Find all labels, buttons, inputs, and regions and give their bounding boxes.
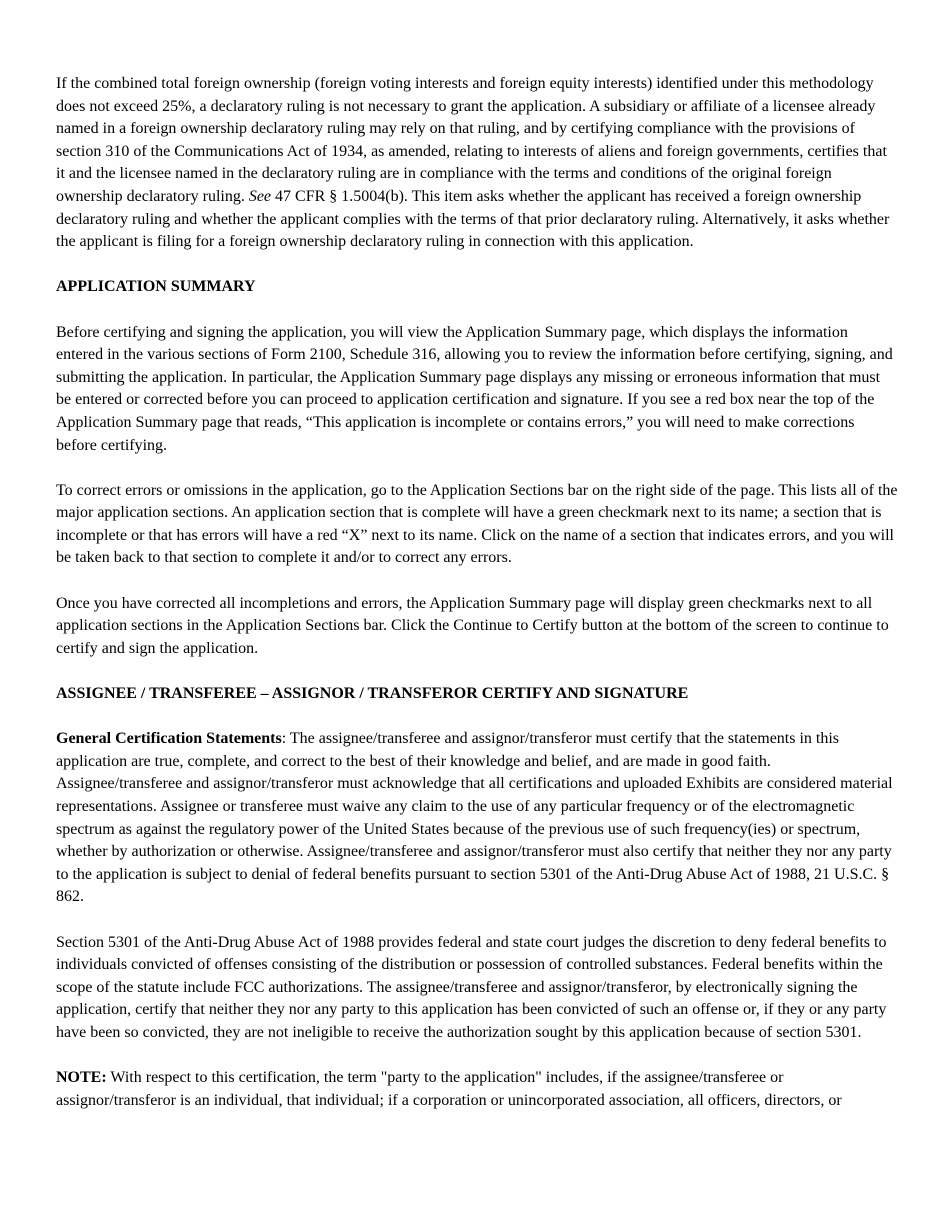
general-certification-lead: General Certification Statements [56, 730, 282, 748]
heading-certify-and-signature: ASSIGNEE / TRANSFEREE – ASSIGNOR / TRANSFEROR CERTIFY AND SIGNATURE [56, 685, 689, 703]
paragraph-text: : The assignee/transferee and assignor/transferor must certify that the statements in this application are true, complete, and correct to the best of their knowledge and belief, and are made in good faith. Assignee/transferee and assignor/transferor must acknowledge that all certifications and uploaded Exhibits are considered material representations. Assignee or transferee must waive any claim to the use of any particular frequency or of the electromagnetic spectrum as against the regulatory power of the United States because of the previous use of such frequency(ies) or spectrum, whether by authorization or otherwise. Assignee/transferee and assignor/transferor must also certify that neither they nor any party to the application is subject to denial of federal benefits pursuant to section 5301 of the Anti-Drug Abuse Act of 1988, 21 U.S.C. § 862. [56, 730, 893, 906]
paragraph-note [56, 1067, 898, 1112]
paragraph-general-certification [56, 728, 898, 909]
heading-application-summary: APPLICATION SUMMARY [56, 278, 256, 296]
paragraph-correct-errors: To correct errors or omissions in the application, go to the Application Sections bar on the right side of the page. This lists all of the major application sections. An application section that is complete will have a green checkmark next to its name; a section that is incomplete or that has errors will have a red “X” next to its name. Click on the name of a section that indicates errors, and you will be taken back to that section to complete it and/or to correct any errors. [56, 481, 898, 567]
see-citation-signal: See [248, 187, 272, 205]
paragraph-summary-intro: Before certifying and signing the application, you will view the Application Summary page, which displays the information entered in the various sections of Form 2100, Schedule 316, allowing you to review the information before certifying, signing, and submitting the application. In particular, the Application Summary page displays any missing or erroneous information that must be entered or corrected before you can proceed to application certification and signature. If you see a red box near the top of the Application Summary page that reads, “This application is incomplete or contains errors,” you will need to make corrections before certifying. [56, 323, 893, 454]
paragraph-text: If the combined total foreign ownership (foreign voting interests and foreign equity interests) identified under this methodology does not exceed 25%, a declaratory ruling is not necessary to grant the application. A subsidiary or affiliate of a licensee already named in a foreign ownership declaratory ruling may rely on that ruling, and by certifying compliance with the provisions of section 310 of the Communications Act of 1934, as amended, relating to interests of aliens and foreign governments, certifies that it and the licensee named in the declaratory ruling are in compliance with the terms and conditions of the original foreign ownership declaratory ruling. [56, 75, 887, 205]
paragraph-continue-to-certify: Once you have corrected all incompletions and errors, the Application Summary page will display green checkmarks next to all application sections in the Application Sections bar. Click the Continue to Certify button at the bottom of the screen to continue to certify and sign the application. [56, 594, 889, 657]
document-page [56, 73, 898, 1135]
paragraph-text: 47 CFR § 1.5004(b). This item asks whether the applicant has received a foreign ownership declaratory ruling and whether the applicant complies with the terms of that prior declaratory ruling. Alternatively, it asks whether the applicant is filing for a foreign ownership declaratory ruling in connection with this application. [56, 187, 890, 251]
paragraph-text: With respect to this certification, the term "party to the application" includes, if the assignee/transferee or assignor/transferor is an individual, that individual; if a corporation or unincorporated association, all officers, directors, or [56, 1069, 842, 1109]
note-label: NOTE: [56, 1069, 107, 1087]
paragraph-foreign-ownership [56, 73, 898, 254]
paragraph-anti-drug-abuse-act: Section 5301 of the Anti-Drug Abuse Act of 1988 provides federal and state court judges the discretion to deny federal benefits to individuals convicted of offenses consisting of the distribution or possession of controlled substances. Federal benefits within the scope of the statute include FCC authorizations. The assignee/transferee and assignor/transferor, by electronically signing the application, certify that neither they nor any party to this application has been convicted of such an offense or, if they or any party have been so convicted, they are not ineligible to receive the authorization sought by this application because of section 5301. [56, 933, 887, 1041]
